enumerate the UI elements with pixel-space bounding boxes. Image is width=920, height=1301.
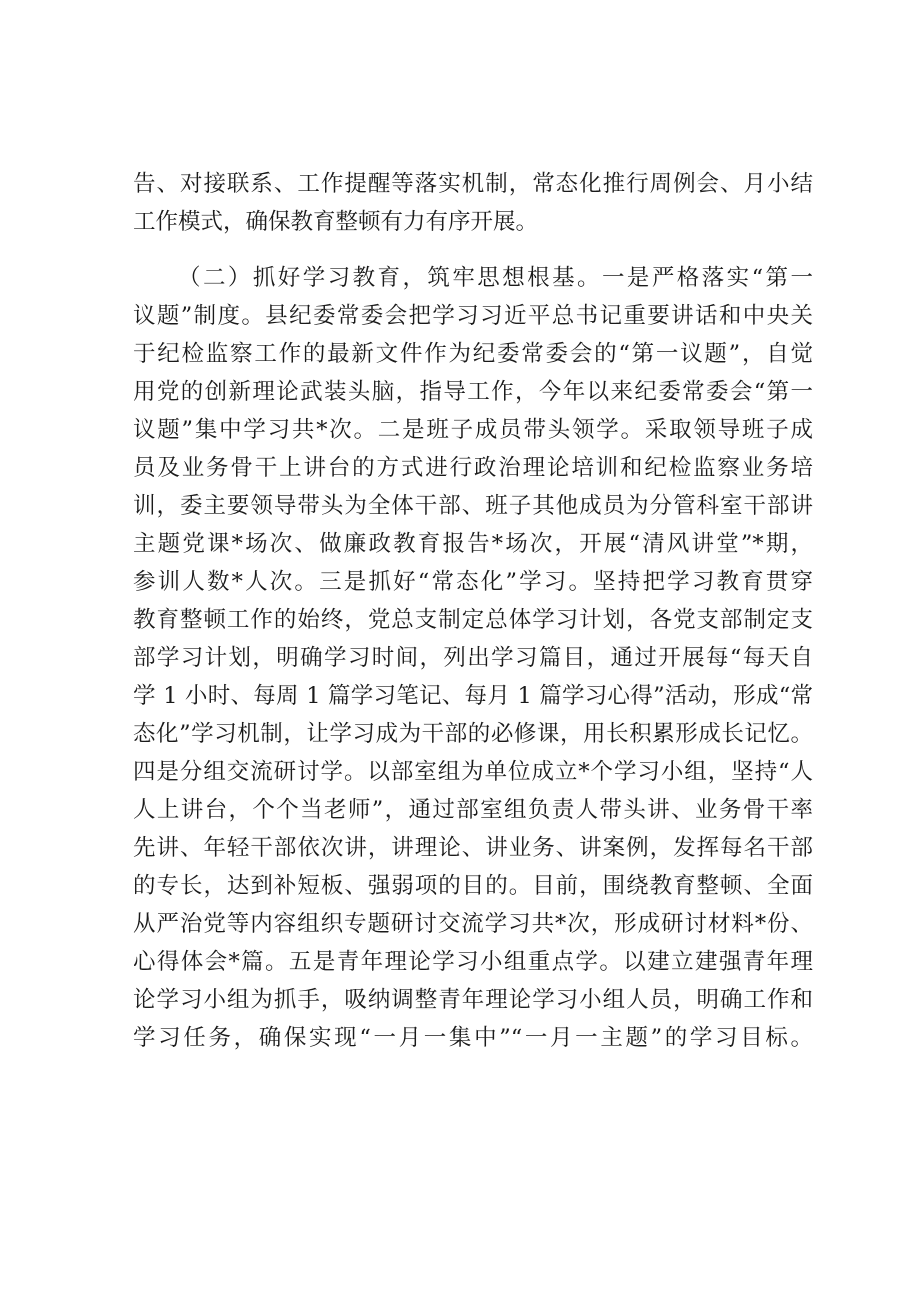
- paragraph2-line: 参训人数*人次。三是抓好“常态化”学习。坚持把学习教育贯穿: [133, 569, 813, 595]
- paragraph2-line: 学习任务，确保实现“一月一集中”“一月一主题”的学习目标。: [133, 1025, 813, 1051]
- paragraph2-line: 主题党课*场次、做廉政教育报告*场次，开展“清风讲堂”*期，: [133, 531, 813, 557]
- paragraph2-line: （二）抓好学习教育，筑牢思想根基。一是严格落实“第一: [178, 265, 813, 291]
- paragraph2-line: 教育整顿工作的始终，党总支制定总体学习计划，各党支部制定支: [133, 607, 813, 633]
- paragraph2-line: 心得体会*篇。五是青年理论学习小组重点学。以建立建强青年理: [133, 949, 813, 975]
- paragraph2-line: 部学习计划，明确学习时间，列出学习篇目，通过开展每“每天自: [133, 645, 813, 671]
- paragraph2-line: 学 1 小时、每周 1 篇学习笔记、每月 1 篇学习心得”活动，形成“常: [133, 683, 813, 709]
- paragraph2-line: 于纪检监察工作的最新文件作为纪委常委会的“第一议题”，自觉: [133, 341, 813, 367]
- paragraph1-line: 告、对接联系、工作提醒等落实机制，常态化推行周例会、月小结: [133, 171, 813, 197]
- paragraph2-line: 员及业务骨干上讲台的方式进行政治理论培训和纪检监察业务培: [133, 455, 813, 481]
- paragraph2-line: 人上讲台，个个当老师”，通过部室组负责人带头讲、业务骨干率: [133, 797, 813, 823]
- paragraph2-line: 态化”学习机制，让学习成为干部的必修课，用长积累形成长记忆。: [133, 721, 813, 747]
- paragraph2-line: 四是分组交流研讨学。以部室组为单位成立*个学习小组，坚持“人: [133, 759, 813, 785]
- paragraph2-line: 论学习小组为抓手，吸纳调整青年理论学习小组人员，明确工作和: [133, 987, 813, 1013]
- paragraph2-line: 先讲、年轻干部依次讲，讲理论、讲业务、讲案例，发挥每名干部: [133, 835, 813, 861]
- paragraph2-line: 用党的创新理论武装头脑，指导工作，今年以来纪委常委会“第一: [133, 379, 813, 405]
- paragraph2-line: 训，委主要领导带头为全体干部、班子其他成员为分管科室干部讲: [133, 493, 813, 519]
- paragraph2-line: 议题”制度。县纪委常委会把学习习近平总书记重要讲话和中央关: [133, 303, 813, 329]
- paragraph1-line: 工作模式，确保教育整顿有力有序开展。: [133, 209, 539, 235]
- paragraph2-line: 议题”集中学习共*次。二是班子成员带头领学。采取领导班子成: [133, 417, 813, 443]
- paragraph2-line: 的专长，达到补短板、强弱项的目的。目前，围绕教育整顿、全面: [133, 873, 813, 899]
- paragraph2-line: 从严治党等内容组织专题研讨交流学习共*次，形成研讨材料*份、: [133, 911, 813, 937]
